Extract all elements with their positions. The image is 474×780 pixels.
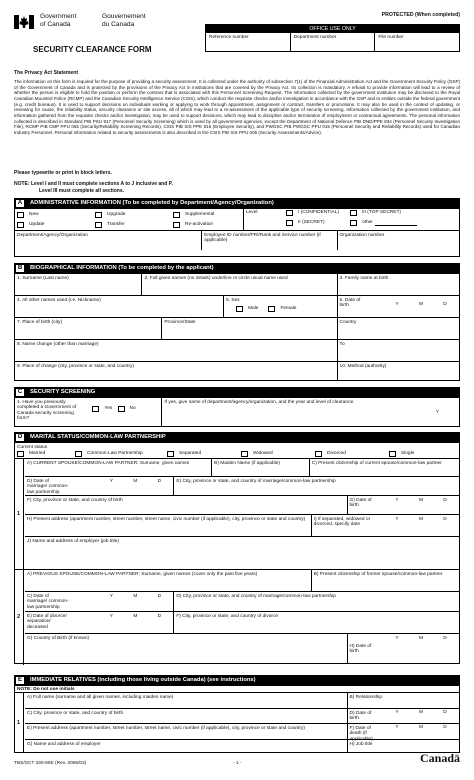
- form-code: TBS/SCT 330-60E (Rev. 2006/02): [14, 761, 87, 766]
- divorce-date-field[interactable]: E) Date of divorce/ separation/ deceased Y M D: [25, 612, 174, 633]
- spouse-group-2-number: 2: [14, 570, 24, 665]
- section-b: B BIOGRAPHICAL INFORMATION (To be completed by the applicant) 1. Surname (Last name) 2. Full given names (no initials) underline or circle usual name used 3. Family name at birth 4. All other names used (i.e. Nickname) 5. Sex Male Female 6. Date of birth Y M D 7. Place of birth (city) Province/State Country 8. Name change (other than marriage) To 9. Place of change (city, province or state, and country) 10. Method (authority): [14, 263, 460, 381]
- spouse-group-1-number: 1: [14, 459, 24, 570]
- male-checkbox[interactable]: [236, 306, 243, 312]
- previous-marriage-date-field[interactable]: C) Date of marriage/ common-law partnership Y M D: [25, 592, 174, 611]
- divorce-place-field[interactable]: F) City, province or state, and country of divorce: [176, 613, 279, 619]
- level-3-checkbox[interactable]: [350, 210, 357, 216]
- spouse-birthplace-field[interactable]: F) City, province or state, and country of birth: [25, 496, 348, 514]
- section-c-header: C SECURITY SCREENING: [15, 388, 459, 397]
- organization-number-field[interactable]: Organization number: [339, 232, 385, 238]
- surname-field[interactable]: 1. Surname (Last name): [15, 274, 142, 295]
- section-b-header: B BIOGRAPHICAL INFORMATION (To be completed by the applicant): [15, 264, 459, 273]
- relatives-note: NOTE: Do not use initials: [17, 686, 75, 692]
- page-number: - 1 -: [233, 761, 242, 766]
- transfer-checkbox[interactable]: [95, 222, 102, 228]
- separation-date-field[interactable]: I) If separated, widowed or divorced, specify date Y M D: [313, 516, 447, 528]
- section-e: [14, 675, 460, 753]
- divorced-checkbox[interactable]: [315, 451, 322, 457]
- maiden-name-field[interactable]: B) Maiden Name (if applicable): [212, 459, 310, 476]
- section-d: D MARITAL STATUS/COMMON-LAW PARTNERSHIP Current status Married Common-Law Partnership Separated Widowed Divorced Single 1 A) CURRENT SPOUSE/COMMON-LAW PARTNER: Surname, given names B) Maiden Name (if applicable) C) Present citizenship of current spouse/common-law partner D) Date of marriage/ common-law partnership Y M D E) City, province or state, and country of marriage/common-law partnership F) City, province or state, and country of birth G) Date of birth Y M D H) Present address (apartment number, street number, street name, civic number (if applicable), city, province or state and country) I) If separated, widowed or divorced, specify date Y M D J) Name and address of employer (job title) 2 A) PREVIOUS SPOUSE/COMMON-LAW PARTNER: Surname, given names (cover only the past five years) B) Present citizenship of former spouse/common-law partner C) Date of marriage/ common-law partnership Y M D D) City, province or state, and country of marriage/common-law partnership E) Date of divorce/ separation/ deceased Y M D F) City, province or state, and country of divorce G) Country of Birth (if known) H) Date of birth Y M D: [14, 432, 460, 664]
- canada-wordmark: Canadä: [419, 751, 460, 765]
- government-name-fr: Gouvernement du Canada: [102, 13, 146, 29]
- supplemental-checkbox[interactable]: [173, 212, 180, 218]
- privacy-statement: The information on this form is required for the purpose of providing a security assessment. It is collected under the authority of subsection 7(1) of the Financial Administration Act and the Government Security Policy (GSP) of the Government of Canada and is protected by the provisions of the Privacy Act in institutions that are covered by the Privacy Act. Its collection is mandatory. A refusal to provide information will lead to a review of whether the person is eligible to hold the position or perform the contract that is associated with this Personnel Screening Request. The information collected by the government institution may be disclosed to the Royal Canadian Mounted Police (RCMP) and the Canadian Security Intelligence Service (CSIS), which conduct the requisite checks and/or investigation in accordance with the GSP and to entities outside the federal government (e.g. credit bureaus). It is used to support decisions on individuals working or applying to work through appointment, assignment or contract, transfers or promotions. It may also be used in the context of updating, or reviewing for cause, the reliability status, security clearance or site access, all of which may lead to a re-assessment of the applicable type of security screening. Information collected by the government institution, and information gathered from the requisite checks and/or investigation, may be used to support decisions, which may lead to discipline and/or termination of employment or contractual agreements. The personal information collected is described in Standard PIB PSU 917 (Personnel Security Screening) which is used by all government agencies, except the Department of National Defence PIB DND/PPE 834 (Personnel Security Investigation File), RCMP PIB CMP PPU 065 (Security/Reliability Screening Records), CSIS PIB SIS PPE 815 (Employee Security), and PWGSC PIB PWGSC PPU 015 (Personnel Security and Reliability Records) used for Canadian Industry Personnel. Personal information related to security assessments is also described in the CSIS PIB SIS PPU 005 (Security Assessments/Advice).: [14, 79, 460, 136]
- current-spouse-name-field[interactable]: A) CURRENT SPOUSE/COMMON-LAW PARTNER: Surname, given names: [25, 459, 212, 476]
- method-field[interactable]: 10. Method (authority): [339, 363, 387, 369]
- province-field[interactable]: Province/State: [162, 318, 337, 339]
- relative-birthplace-field[interactable]: C) City, province or state, and country of birth: [25, 709, 348, 723]
- level-label: Level: [245, 210, 258, 215]
- government-header: [14, 10, 214, 38]
- reference-number-field[interactable]: Reference number: [206, 33, 291, 52]
- section-d-header: D MARITAL STATUS/COMMON-LAW PARTNERSHIP: [15, 433, 459, 442]
- other-names-field[interactable]: 4. All other names used (i.e. Nickname): [15, 296, 224, 317]
- update-checkbox[interactable]: [17, 222, 24, 228]
- family-name-field[interactable]: 3. Family name at birth: [339, 275, 389, 281]
- sex-label: 5. Sex: [226, 297, 240, 303]
- former-spouse-citizenship-field[interactable]: B) Present citizenship of former spouse/common-law partner: [313, 571, 443, 577]
- common-law-checkbox[interactable]: [75, 451, 82, 457]
- relative-address-field[interactable]: E) Present address (apartment number, street number, street name, civic number (if applicable), city, province or state and country): [25, 724, 348, 739]
- widowed-checkbox[interactable]: [241, 451, 248, 457]
- spouse-address-field[interactable]: H) Present address (apartment number, street number, street name, civic number (if applicable), city, province or state and country): [25, 515, 312, 536]
- screening-no-checkbox[interactable]: [118, 406, 125, 412]
- upgrade-checkbox[interactable]: [95, 212, 102, 218]
- female-checkbox[interactable]: [268, 306, 275, 312]
- government-name-en: Government of Canada: [40, 13, 77, 29]
- completion-note: NOTE: Level I and II must complete sections A to J inclusive and P. Level III must complete all sections.: [14, 181, 173, 194]
- section-a: A ADMINISTRATIVE INFORMATION (To be completed by Department/Agency/Organization) New Upgrade Supplemental Update Transfer Re-activation Level I (CONFIDENTIAL) III (TOP SECRET) II (SECRET) other Department/Agency/Organization Employee ID number/PRI/Rank and Service number (if applicable) Organization number: [14, 198, 460, 257]
- relative-death-date-field[interactable]: F) Date of death (if applicable) Y M D: [349, 725, 447, 742]
- office-use-title: OFFICE USE ONLY: [206, 25, 459, 33]
- office-use-box: [205, 24, 460, 52]
- previous-clearance-field[interactable]: If yes, give name of department/agency/organization, and the year and level of clearance. Y: [164, 399, 439, 415]
- reactivation-checkbox[interactable]: [173, 222, 180, 228]
- protected-label: PROTECTED (When completed): [381, 12, 460, 18]
- new-checkbox[interactable]: [17, 212, 24, 218]
- employee-id-field[interactable]: Employee ID number/PRI/Rank and Service number (if applicable): [202, 231, 337, 250]
- country-field[interactable]: Country: [339, 319, 357, 325]
- spouse-employer-field[interactable]: J) Name and address of employer (job title): [27, 538, 119, 544]
- canada-flag-icon: [14, 12, 34, 32]
- section-e-header: E IMMEDIATE RELATIVES (including those living outside Canada) (see instructions): [15, 676, 459, 685]
- date-of-birth-field[interactable]: 6. Date of birth Y M D: [339, 297, 447, 309]
- name-change-field[interactable]: 8. Name change (other than marriage): [15, 340, 338, 361]
- section-a-header: A ADMINISTRATIVE INFORMATION (To be completed by Department/Agency/Organization): [15, 199, 459, 208]
- level-1-checkbox[interactable]: [286, 210, 293, 216]
- given-names-field[interactable]: 2. Full given names (no initials) underline or circle usual name used: [142, 274, 337, 295]
- previous-screening-question: 1. Have you previously completed a Government of Canada security screening form?: [17, 399, 77, 422]
- relative-job-title-field[interactable]: H) Job title: [349, 741, 373, 747]
- other-level-checkbox[interactable]: [350, 220, 357, 226]
- spouse-citizenship-field[interactable]: C) Present citizenship of current spouse/common-law partner: [311, 460, 442, 466]
- separated-checkbox[interactable]: [167, 451, 174, 457]
- relative-birthdate-field[interactable]: D) Date of birth Y M D: [349, 710, 447, 722]
- name-change-to-field[interactable]: To: [339, 341, 345, 347]
- married-checkbox[interactable]: [17, 451, 24, 457]
- section-c: C SECURITY SCREENING 1. Have you previously completed a Government of Canada security screening form? Yes No If yes, give name of department/agency/organization, and the year and level of clearance. Y: [14, 387, 460, 427]
- relative-name-field[interactable]: A) Full name (surname and all given names, including maiden name): [25, 693, 348, 708]
- spouse-birthdate-field[interactable]: G) Date of birth Y M D: [349, 497, 447, 509]
- file-number-field[interactable]: File number: [378, 35, 404, 40]
- former-spouse-country-field[interactable]: G) Country of Birth (if known): [25, 634, 348, 664]
- place-of-birth-field[interactable]: 7. Place of birth (city): [15, 318, 162, 339]
- single-checkbox[interactable]: [389, 451, 396, 457]
- relative-employer-field[interactable]: G) Name and address of employer: [25, 740, 348, 752]
- screening-yes-checkbox[interactable]: [92, 406, 99, 412]
- relationship-field[interactable]: B) Relationship: [349, 694, 383, 700]
- typewrite-note: Please typewrite or print in block letters.: [14, 170, 112, 176]
- former-spouse-birthdate-field[interactable]: H) Date of birth Y M D: [349, 636, 447, 655]
- level-2-checkbox[interactable]: [286, 220, 293, 226]
- current-status-label: Current status: [17, 444, 48, 450]
- previous-marriage-place-field[interactable]: D) City, province or state, and country of marriage/common-law partnership: [176, 593, 336, 599]
- privacy-title: The Privacy Act Statement: [14, 70, 79, 76]
- previous-spouse-name-field[interactable]: A) PREVIOUS SPOUSE/COMMON-LAW PARTNER: Surname, given names (cover only the past five years): [25, 570, 312, 591]
- department-field[interactable]: Department/Agency/Organization: [15, 231, 202, 250]
- marriage-place-field[interactable]: E) City, province or state, and country of marriage/common-law partnership: [176, 478, 336, 484]
- department-number-field[interactable]: Department number: [291, 33, 376, 52]
- place-of-change-field[interactable]: 9. Place of change (city, province or state, and country): [15, 362, 338, 380]
- form-title: SECURITY CLEARANCE FORM: [33, 45, 152, 54]
- marriage-date-field[interactable]: D) Date of marriage/ common-law partnership Y M D: [25, 477, 174, 495]
- relative-group-1-number: 1: [14, 693, 24, 753]
